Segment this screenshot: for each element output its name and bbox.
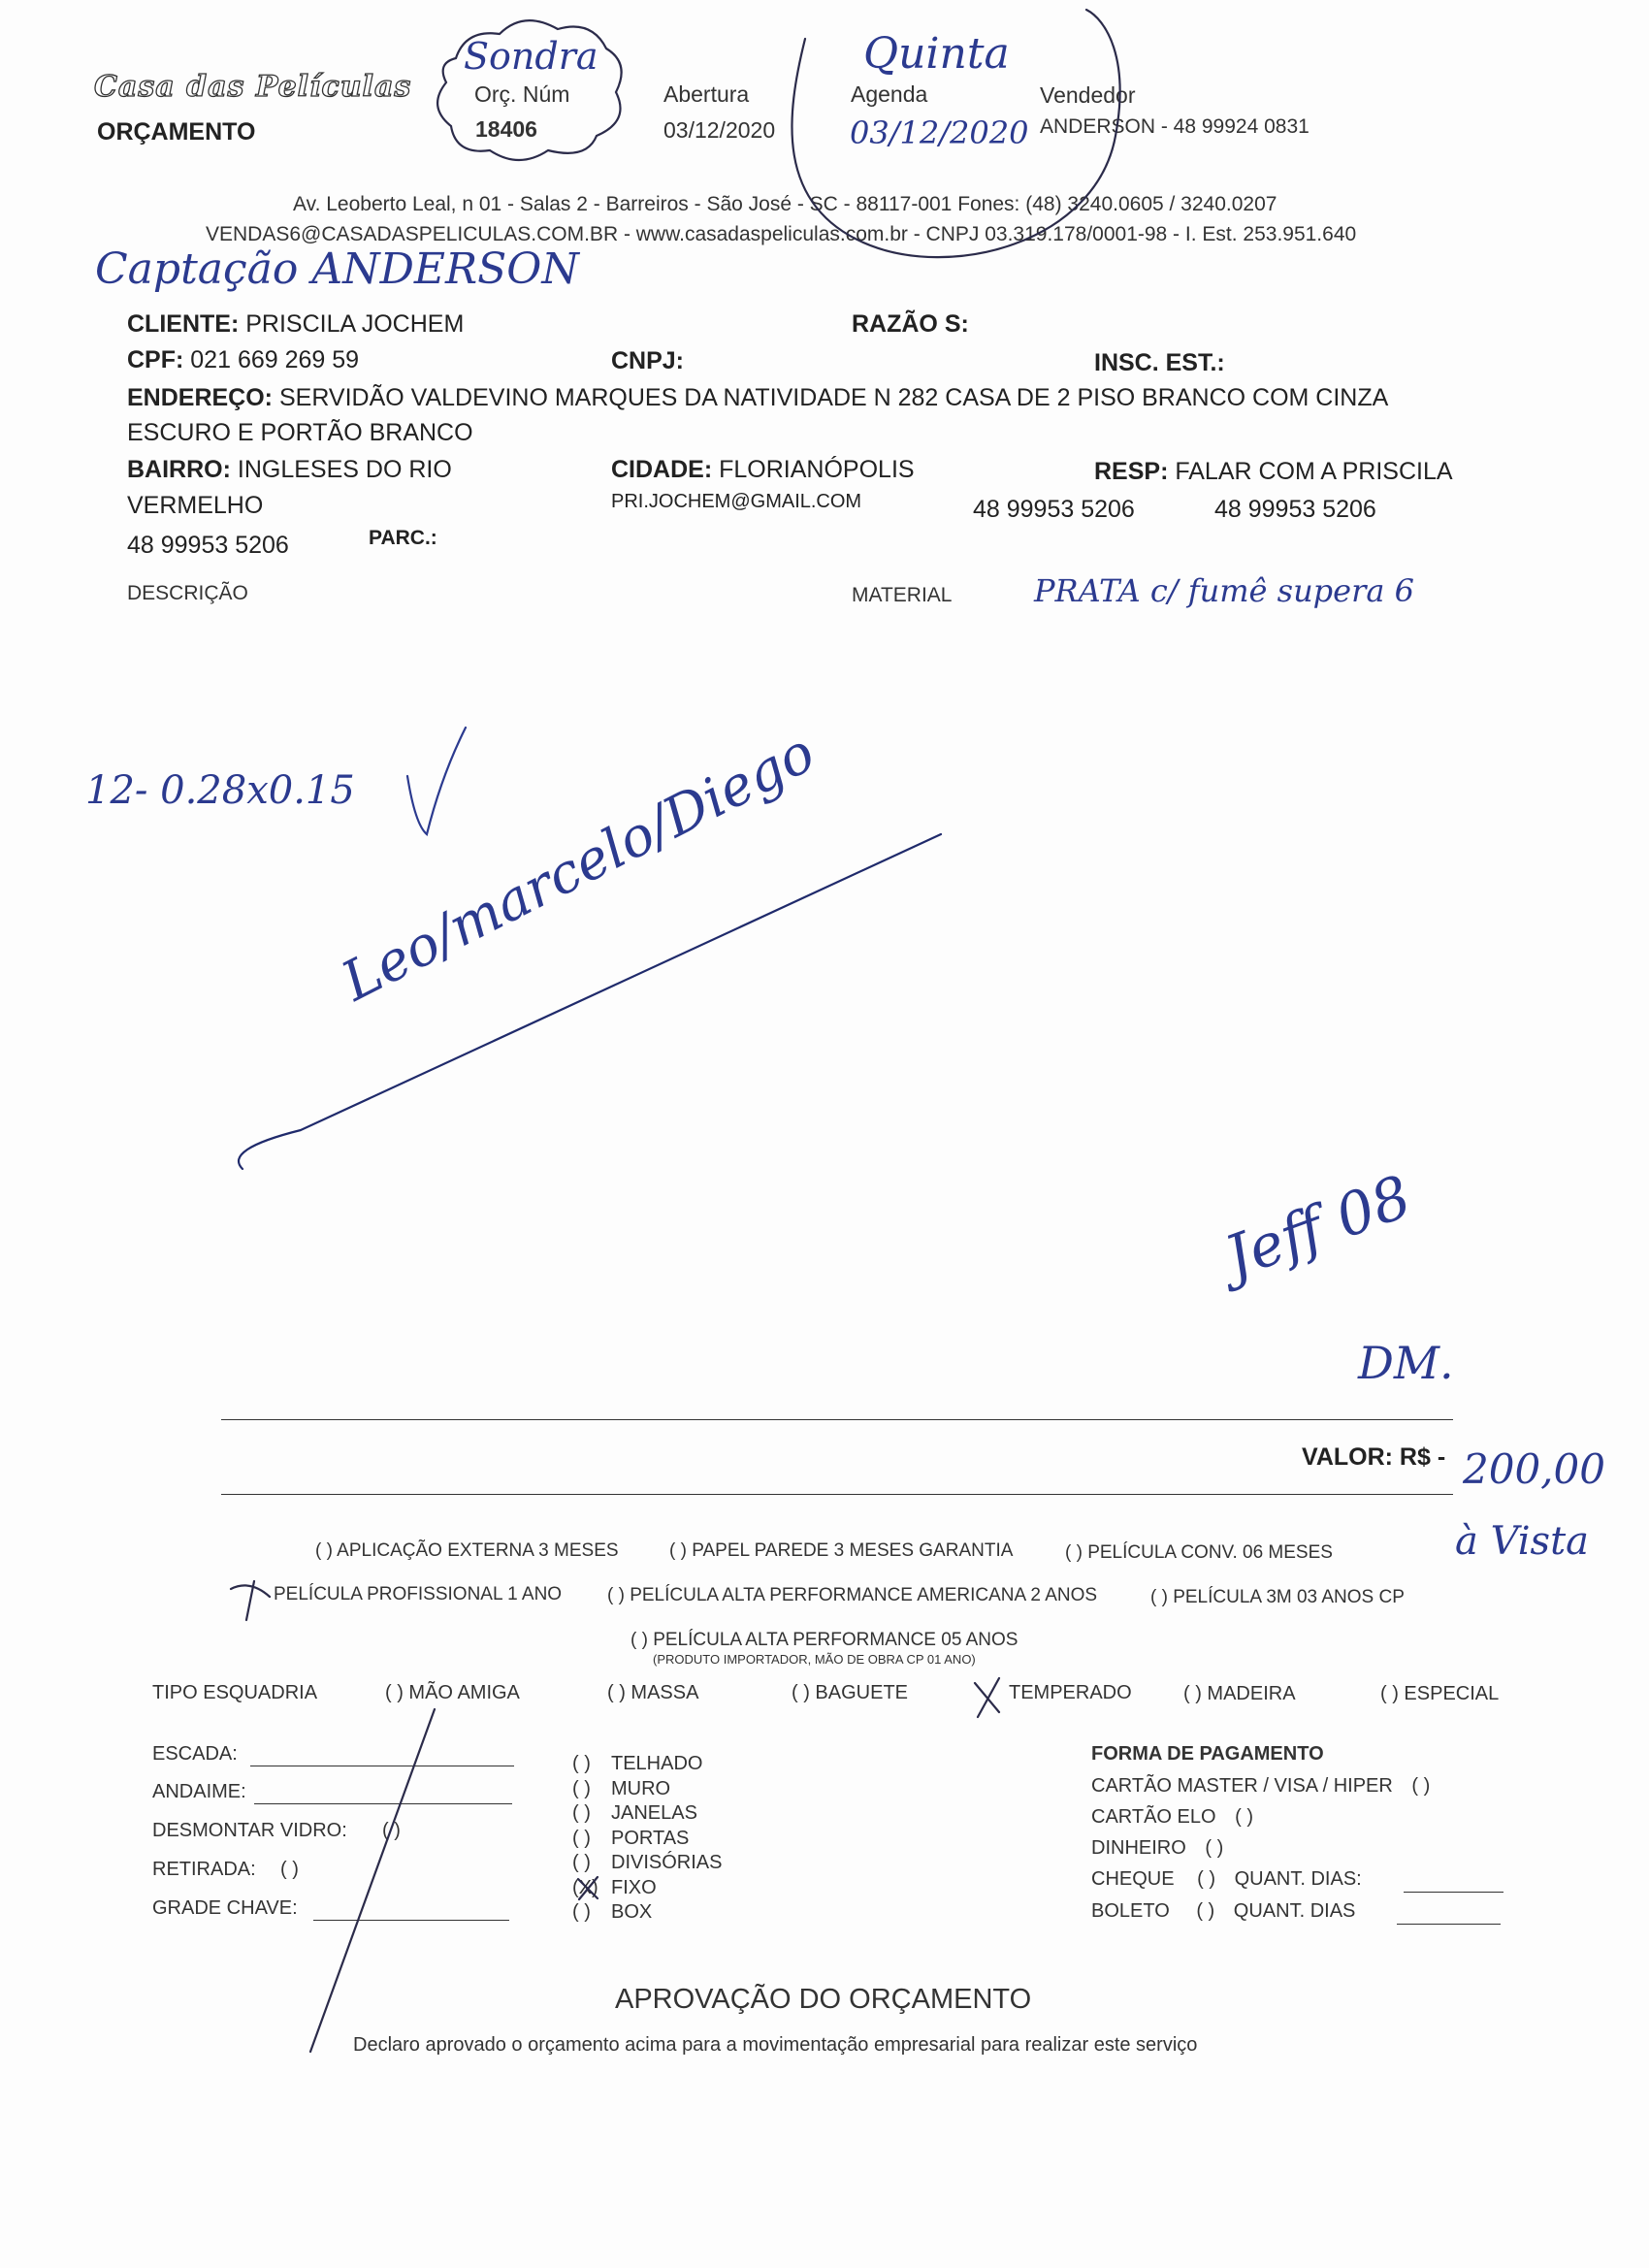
esquadria-especial: ( ) ESPECIAL	[1380, 1683, 1500, 1704]
client-phone-3: 48 99953 5206	[127, 532, 289, 559]
esquadria-baguete: ( ) BAGUETE	[792, 1682, 909, 1703]
cpf-value: 021 669 269 59	[190, 346, 360, 373]
cidade-value: FLORIANÓPOLIS	[719, 456, 915, 483]
option-papel-parede: ( ) PAPEL PAREDE 3 MESES GARANTIA	[669, 1540, 1014, 1561]
local-item-divisorias: ( ) DIVISÓRIAS	[572, 1852, 723, 1873]
pag-dinheiro-box: ( )	[1205, 1837, 1224, 1859]
pag-cheque-box: ( )	[1197, 1868, 1216, 1890]
pag-dinheiro-label: DINHEIRO	[1091, 1837, 1186, 1859]
pag-cheque-dias-line	[1404, 1892, 1504, 1893]
pag-cartao-elo-label: CARTÃO ELO	[1091, 1806, 1216, 1828]
company-address: Av. Leoberto Leal, n 01 - Salas 2 - Barreiros - São José - SC - 88117-001 Fones: (48) 3240.0605 / 3240.0207	[293, 193, 1277, 215]
handwritten-a-vista: à Vista	[1455, 1519, 1589, 1564]
orc-num-value: 18406	[475, 116, 537, 142]
esquadria-mao-amiga: ( ) MÃO AMIGA	[385, 1682, 520, 1703]
local-item-muro: ( ) MURO	[572, 1777, 671, 1799]
grade-chave-label: GRADE CHAVE:	[152, 1897, 298, 1919]
handwritten-installers: Leo/marcelo/Diego	[332, 721, 825, 1014]
agenda-label: Agenda	[851, 81, 928, 107]
option-pelicula-conv: ( ) PELÍCULA CONV. 06 MESES	[1065, 1542, 1333, 1563]
pag-boleto-box: ( )	[1196, 1900, 1215, 1922]
bairro-line2: VERMELHO	[127, 492, 264, 519]
cidade-row	[611, 456, 915, 484]
client-email: PRI.JOCHEM@GMAIL.COM	[611, 491, 862, 512]
endereco-label: ENDEREÇO:	[127, 384, 274, 411]
resp-value: FALAR COM A PRISCILA	[1175, 458, 1453, 485]
abertura-value: 03/12/2020	[663, 117, 776, 143]
client-phone-1: 48 99953 5206	[973, 496, 1135, 523]
pag-boleto-label: BOLETO	[1091, 1900, 1170, 1922]
option-alta-performance-05: ( ) PELÍCULA ALTA PERFORMANCE 05 ANOS	[630, 1630, 1018, 1650]
option-pelicula-3m: ( ) PELÍCULA 3M 03 ANOS CP	[1150, 1587, 1405, 1607]
vendedor-label: Vendedor	[1040, 82, 1136, 108]
insc-label: INSC. EST.:	[1094, 349, 1225, 376]
local-item-janelas: ( ) JANELAS	[572, 1802, 697, 1824]
resp-label: RESP:	[1094, 458, 1169, 485]
pag-cartao-elo-row	[1091, 1806, 1253, 1829]
option-aplicacao-externa: ( ) APLICAÇÃO EXTERNA 3 MESES	[315, 1540, 619, 1561]
esquadria-madeira: ( ) MADEIRA	[1183, 1683, 1296, 1704]
pag-cartao-master-label: CARTÃO MASTER / VISA / HIPER	[1091, 1775, 1393, 1797]
esquadria-temperado: TEMPERADO	[1009, 1682, 1132, 1703]
esquadria-massa: ( ) MASSA	[607, 1682, 699, 1703]
approval-text: Declaro aprovado o orçamento acima para a movimentação empresarial para realizar este serviço	[353, 2034, 1198, 2056]
pag-boleto-dias-line	[1397, 1924, 1501, 1925]
endereco-line2: ESCURO E PORTÃO BRANCO	[127, 419, 473, 446]
vendedor-value: ANDERSON - 48 99924 0831	[1040, 115, 1310, 138]
escada-label: ESCADA:	[152, 1743, 238, 1765]
handwritten-name: Sondra	[464, 35, 598, 78]
company-contact: VENDAS6@CASADASPELICULAS.COM.BR - www.casadaspeliculas.com.br - CNPJ 03.319.178/0001-98 - I. Est. 253.951.640	[206, 223, 1357, 245]
endereco-row	[127, 384, 1388, 412]
handwritten-valor: 200,00	[1463, 1445, 1605, 1493]
pag-boleto-row	[1091, 1900, 1355, 1923]
endereco-value: SERVIDÃO VALDEVINO MARQUES DA NATIVIDADE N 282 CASA DE 2 PISO BRANCO COM CINZA	[278, 384, 1389, 411]
client-phone-2: 48 99953 5206	[1214, 496, 1376, 523]
pag-cartao-master-box: ( )	[1411, 1775, 1431, 1797]
pag-cheque-row	[1091, 1868, 1362, 1891]
doc-type-title: ORÇAMENTO	[97, 118, 256, 146]
local-item-fixo: (X) FIXO	[572, 1876, 657, 1898]
retirada-box: ( )	[280, 1859, 299, 1880]
cidade-label: CIDADE:	[611, 456, 713, 483]
orc-num-label: Orç. Núm	[474, 81, 570, 107]
descricao-label: DESCRIÇÃO	[127, 582, 248, 604]
local-item-portas: ( ) PORTAS	[572, 1827, 690, 1849]
cpf-label: CPF:	[127, 346, 184, 373]
valor-bottom-rule	[221, 1494, 1453, 1495]
andaime-line	[254, 1803, 512, 1804]
cliente-label: CLIENTE:	[127, 310, 240, 338]
parc-label: PARC.:	[369, 527, 437, 549]
handwritten-captacao: Captação ANDERSON	[95, 244, 579, 294]
extras-slash-mark	[310, 1709, 435, 2052]
pag-cartao-elo-box: ( )	[1235, 1806, 1254, 1828]
bairro-row	[127, 456, 452, 484]
option-pelicula-profissional: PELÍCULA PROFISSIONAL 1 ANO	[274, 1584, 563, 1604]
pag-cartao-master-row	[1091, 1775, 1430, 1798]
profissional-x-mark	[231, 1581, 270, 1620]
pagamento-title: FORMA DE PAGAMENTO	[1091, 1743, 1324, 1765]
pag-boleto-dias-label: QUANT. DIAS	[1233, 1900, 1356, 1922]
local-item-telhado: ( ) TELHADO	[572, 1753, 703, 1774]
handwritten-measure: 12- 0.28x0.15	[85, 768, 355, 813]
local-item-box: ( ) BOX	[572, 1901, 653, 1923]
cliente-row	[127, 310, 464, 339]
andaime-label: ANDAIME:	[152, 1781, 246, 1802]
retirada-label: RETIRADA:	[152, 1859, 256, 1880]
abertura-label: Abertura	[663, 81, 750, 107]
grade-chave-line	[313, 1920, 509, 1921]
resp-row	[1094, 458, 1453, 486]
handwritten-initials: Jeff 08	[1216, 1162, 1420, 1292]
locais-list	[572, 1752, 722, 1926]
pag-cheque-dias-label: QUANT. DIAS:	[1234, 1868, 1362, 1890]
esquadria-label: TIPO ESQUADRIA	[152, 1682, 318, 1703]
cnpj-label: CNPJ:	[611, 347, 685, 374]
option-05-note: (PRODUTO IMPORTADOR, MÃO DE OBRA CP 01 ANO)	[653, 1652, 976, 1667]
material-label: MATERIAL	[852, 584, 953, 606]
bairro-label: BAIRRO:	[127, 456, 231, 483]
temperado-x-mark	[975, 1678, 999, 1717]
handwritten-material: PRATA c/ fumê supera 6	[1034, 572, 1414, 609]
cliente-value: PRISCILA JOCHEM	[245, 310, 465, 338]
approval-title: APROVAÇÃO DO ORÇAMENTO	[615, 1984, 1032, 2015]
bairro-value: INGLESES DO RIO	[237, 456, 452, 483]
check-mark	[407, 728, 466, 834]
desmontar-box: ( )	[382, 1820, 401, 1841]
handwritten-agenda-day: Quinta	[863, 29, 1010, 79]
option-alta-performance-americana: ( ) PELÍCULA ALTA PERFORMANCE AMERICANA 2 ANOS	[607, 1585, 1098, 1605]
pag-cheque-label: CHEQUE	[1091, 1868, 1175, 1890]
valor-top-rule	[221, 1419, 1453, 1420]
razao-label: RAZÃO S:	[852, 310, 969, 338]
handwritten-dm: DM.	[1358, 1337, 1454, 1389]
cpf-row	[127, 346, 359, 374]
desmontar-label: DESMONTAR VIDRO:	[152, 1820, 347, 1841]
handwritten-agenda-date: 03/12/2020	[850, 114, 1029, 151]
valor-label: VALOR: R$ -	[1302, 1443, 1446, 1471]
company-logo: Casa das Películas	[94, 70, 412, 104]
pag-dinheiro-row	[1091, 1837, 1223, 1860]
